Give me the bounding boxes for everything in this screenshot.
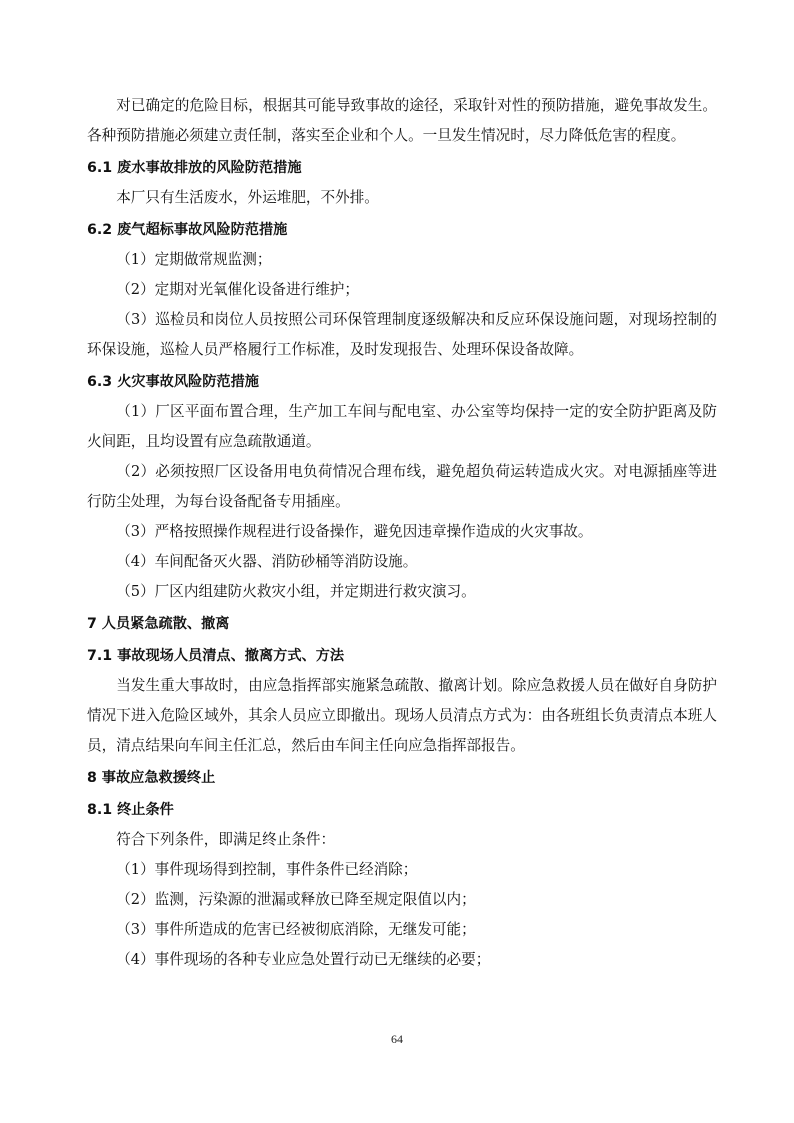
list-item: （4）车间配备灭火器、消防砂桶等消防设施。: [116, 553, 418, 570]
section-heading-7: 7 人员紧急疏散、撤离: [87, 616, 230, 632]
list-item: （5）厂区内组建防火救灾小组，并定期进行救灾演习。: [116, 583, 476, 600]
list-item: （1）厂区平面布置合理，生产加工车间与配电室、办公室等均保持一定的安全防护距离及防火间距，且均设置有应急疏散通道。: [87, 403, 717, 450]
list-item: （3）巡检员和岗位人员按照公司环保管理制度逐级解决和反应环保设施问题，对现场控制的环保设施，巡检人员严格履行工作标准，及时发现报告、处理环保设备故障。: [87, 311, 717, 358]
list-item: （2）定期对光氧催化设备进行维护；: [116, 281, 359, 298]
list-item: （4）事件现场的各种专业应急处置行动已无继续的必要；: [116, 951, 491, 968]
list-item: （2）监测，污染源的泄漏或释放已降至规定限值以内；: [116, 891, 476, 908]
list-item: （3）严格按照操作规程进行设备操作，避免因违章操作造成的火灾事故。: [116, 523, 593, 540]
section-heading-7-1: 7.1 事故现场人员清点、撤离方式、方法: [87, 648, 345, 664]
section-heading-8: 8 事故应急救援终止: [87, 770, 216, 786]
section-heading-8-1: 8.1 终止条件: [87, 802, 174, 818]
paragraph: 符合下列条件，即满足终止条件：: [116, 831, 336, 848]
section-heading-6-1: 6.1 废水事故排放的风险防范措施: [87, 160, 302, 176]
paragraph: 当发生重大事故时，由应急指挥部实施紧急疏散、撤离计划。除应急救援人员在做好自身防护情况下进入危险区域外，其余人员应立即撤出。现场人员清点方式为：由各班组长负责清点本班人员，清点结果向车间主任汇总，然后由车间主任向应急指挥部报告。: [87, 677, 717, 754]
list-item: （2）必须按照厂区设备用电负荷情况合理布线，避免超负荷运转造成火灾。对电源插座等进行防尘处理，为每台设备配备专用插座。: [87, 463, 717, 510]
section-heading-6-3: 6.3 火灾事故风险防范措施: [87, 374, 259, 390]
list-item: （1）事件现场得到控制，事件条件已经消除；: [116, 861, 418, 878]
section-heading-6-2: 6.2 废气超标事故风险防范措施: [87, 222, 288, 238]
intro-paragraph: 对已确定的危险目标，根据其可能导致事故的途径，采取针对性的预防措施，避免事故发生。各种预防措施必须建立责任制，落实至企业和个人。一旦发生情况时，尽力降低危害的程度。: [87, 97, 717, 144]
page-number: 64: [391, 1032, 403, 1046]
paragraph: 本厂只有生活废水，外运堆肥，不外排。: [116, 189, 379, 206]
list-item: （3）事件所造成的危害已经被彻底消除，无继发可能；: [116, 921, 476, 938]
list-item: （1）定期做常规监测；: [116, 251, 272, 268]
document-body: [87, 91, 717, 975]
